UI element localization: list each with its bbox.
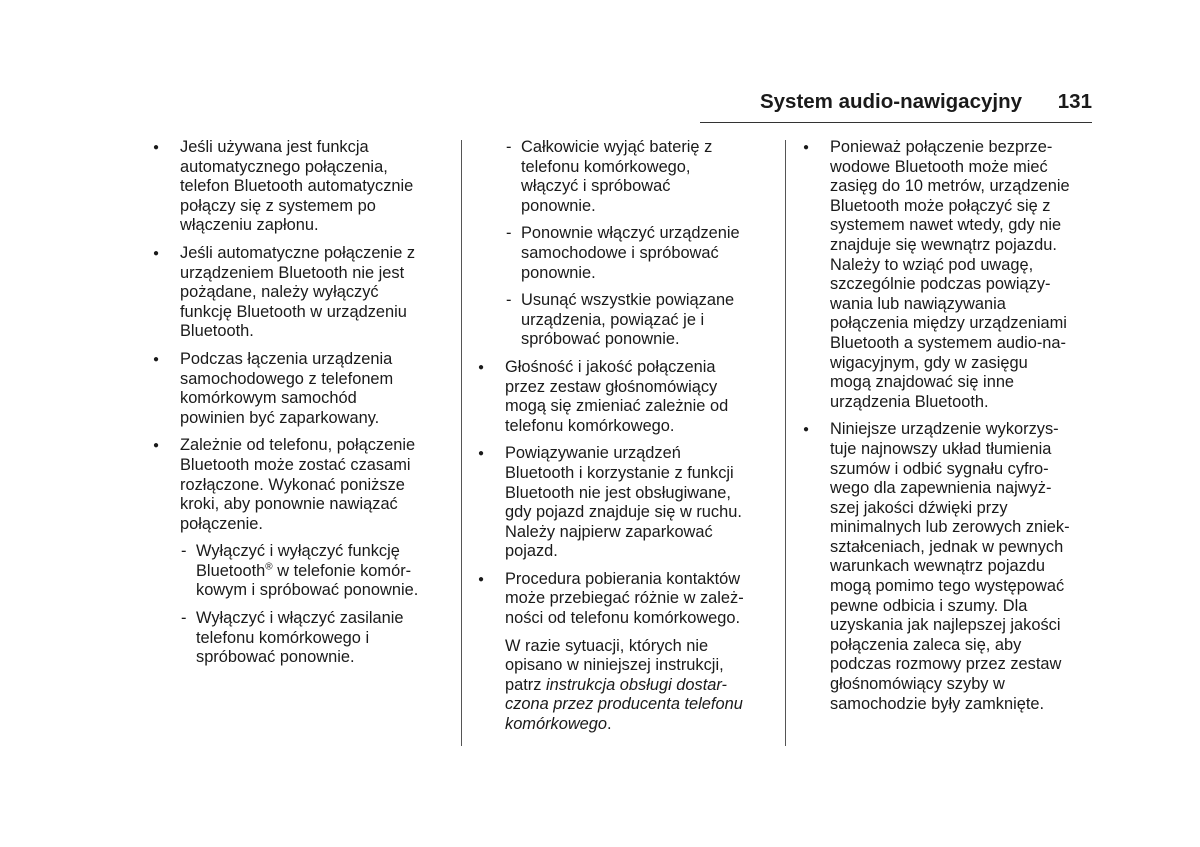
text-line: połączenia zaleca się, aby [830,635,1022,654]
text-fragment: Bluetooth [196,561,266,580]
text-line: pewne odbicia i szumy. Dla [830,596,1028,615]
text-line: telefonu komórkowego, [521,157,691,176]
text-line: tuje najnowszy układ tłumienia [830,439,1052,458]
text-line: spróbować ponownie. [521,330,680,349]
text-line: podczas rozmowy przez zestaw [830,655,1062,674]
text-line: Bluetooth może połączyć się z [830,196,1051,215]
text-line: zasięg do 10 metrów, urządzenie [830,177,1070,196]
bullet-pairing-moving [475,444,773,562]
text-line: kroki, aby ponownie nawiązać [180,495,398,514]
text-line: samochodowe i spróbować [521,243,719,262]
text-line: - Całkowicie wyjąć baterię z [521,138,713,156]
text-line: - Wyłączyć i wyłączyć funkcję [196,542,400,561]
text-line: pojazd. [505,542,558,561]
text-line: kowym i spróbować ponownie. [196,581,419,600]
registered-mark: ® [265,561,273,573]
text-line: szumów i odbić sygnału cyfro- [830,459,1049,478]
text-line: powinien być zaparkowany. [180,408,380,427]
dash-remove-battery [475,138,773,216]
text-line: szej jakości dźwięki przy [830,498,1008,517]
bullet-contacts-download [475,570,773,629]
bullet-volume-quality [475,358,773,436]
text-line: włączeniu zapłonu. [180,216,319,235]
paragraph-see-manual [475,637,773,735]
text-line: mogą pomimo tego występować [830,577,1065,596]
italic-text: czona przez producenta telefonu [505,695,743,714]
dash-toggle-power [150,609,450,668]
text-line: Bluetooth. [180,322,254,341]
text-line: rozłączone. Wykonać poniższe [180,475,405,494]
bullet-range [800,138,1100,412]
text-line: ● Podczas łączenia urządzenia [180,349,393,368]
bullet-noise-suppression [800,420,1100,714]
text-line: Bluetooth może zostać czasami [180,455,411,474]
page-number: 131 [1057,90,1092,113]
bullet-disable-auto-connect [150,244,450,342]
text-line: systemem nawet wtedy, gdy nie [830,216,1062,235]
text-line: mogą znajdować się inne [830,373,1015,392]
text-line: ształceniach, jednak w pewnych [830,537,1064,556]
column-3 [800,138,1100,722]
bullet-parked [150,350,450,428]
text-line: ponownie. [521,263,596,282]
column-2 [475,138,773,743]
text-line: Należy to wziąć pod uwagę, [830,255,1034,274]
text-line: warunkach wewnątrz pojazdu [830,557,1046,576]
bullet-auto-connect [150,138,450,236]
page-header [700,90,1092,120]
text-line: urządzenia, powiązać je i [521,310,705,329]
column-1 [150,138,450,676]
text-line: ● Procedura pobierania kontaktów [505,569,741,588]
italic-text: instrukcja obsługi dostar- [546,675,727,694]
section-title: System audio-nawigacyjny [759,90,1022,113]
text-line: połączenia między urządzeniami [830,314,1067,333]
text-line: automatycznego połączenia, [180,157,388,176]
text-line: przez zestaw głośnomówiący [505,377,718,396]
text-line: włączyć i spróbować [521,177,671,196]
text-line [196,562,450,582]
text-line: wigacyjnym, gdy w zasięgu [830,353,1028,372]
text-line: telefonu komórkowego i [196,628,370,647]
text-line: komórkowym samochód [180,389,357,408]
text-line: połączenie. [180,514,263,533]
text-line: Należy najpierw zaparkować [505,522,713,541]
text-line: urządzeniem Bluetooth nie jest [180,263,405,282]
text-line: minimalnych lub zerowych zniek- [830,518,1070,537]
column-divider-2 [785,140,786,746]
dash-toggle-bluetooth [150,542,450,601]
text-line: samochodowego z telefonem [180,369,394,388]
text-fragment: patrz [505,675,546,694]
text-line: - Ponownie włączyć urządzenie [521,224,740,243]
dash-remove-pairings [475,291,773,350]
text-fragment: w telefonie komór- [272,561,412,580]
text-line: wania lub nawiązywania [830,294,1006,313]
text-line: ności od telefonu komórkowego. [505,609,741,628]
italic-text: komórkowego [505,715,608,734]
text-line: pożądane, należy wyłączyć [180,283,379,302]
text-line: znajduje się wewnątrz pojazdu. [830,235,1057,254]
text-line: szczególnie podczas powiązy- [830,275,1051,294]
text-line: funkcję Bluetooth w urządzeniu [180,302,407,321]
text-line: może przebiegać różnie w zależ- [505,589,744,608]
text-line: Bluetooth a systemem audio-na- [830,333,1066,352]
text-line: - Wyłączyć i włączyć zasilanie [196,609,404,628]
bullet-disconnect [150,436,450,534]
text-line: wego dla zapewnienia najwyż- [830,479,1052,498]
text-line: samochodzie były zamknięte. [830,694,1045,713]
text-fragment: . [607,715,612,734]
text-line: ● Jeśli używana jest funkcja [180,138,369,156]
text-line: gdy pojazd znajduje się w ruchu. [505,503,742,522]
text-line: - Usunąć wszystkie powiązane [521,291,735,310]
text-line: głośnomówiący szyby w [830,675,1005,694]
text-line: Bluetooth nie jest obsługiwane, [505,483,731,502]
text-line: uzyskania jak najlepszej jakości [830,616,1061,635]
header-rule [700,122,1092,123]
text-line: telefonu komórkowego. [505,416,675,435]
text-line: opisano w niniejszej instrukcji, [505,656,724,675]
dash-restart-device [475,224,773,283]
text-line: ponownie. [521,196,596,215]
text-line: spróbować ponownie. [196,648,355,667]
text-line: urządzenia Bluetooth. [830,392,989,411]
text-line: ● Powiązywanie urządzeń [505,444,681,463]
text-line [505,715,773,735]
text-line: wodowe Bluetooth może mieć [830,157,1048,176]
text-line: Bluetooth i korzystanie z funkcji [505,463,734,482]
text-line: połączy się z systemem po [180,196,376,215]
text-line: W razie sytuacji, których nie [505,636,709,655]
column-divider-1 [461,140,462,746]
text-line [505,676,773,696]
text-line: ● Zależnie od telefonu, połączenie [180,436,416,455]
text-line: ● Głośność i jakość połączenia [505,357,716,376]
text-line: ● Jeśli automatyczne połączenie z [180,243,416,262]
text-line: ● Niniejsze urządzenie wykorzys- [830,420,1059,439]
text-line: telefon Bluetooth automatycznie [180,177,414,196]
text-line: ● Ponieważ połączenie bezprze- [830,138,1053,156]
text-line: mogą się zmieniać zależnie od [505,397,729,416]
